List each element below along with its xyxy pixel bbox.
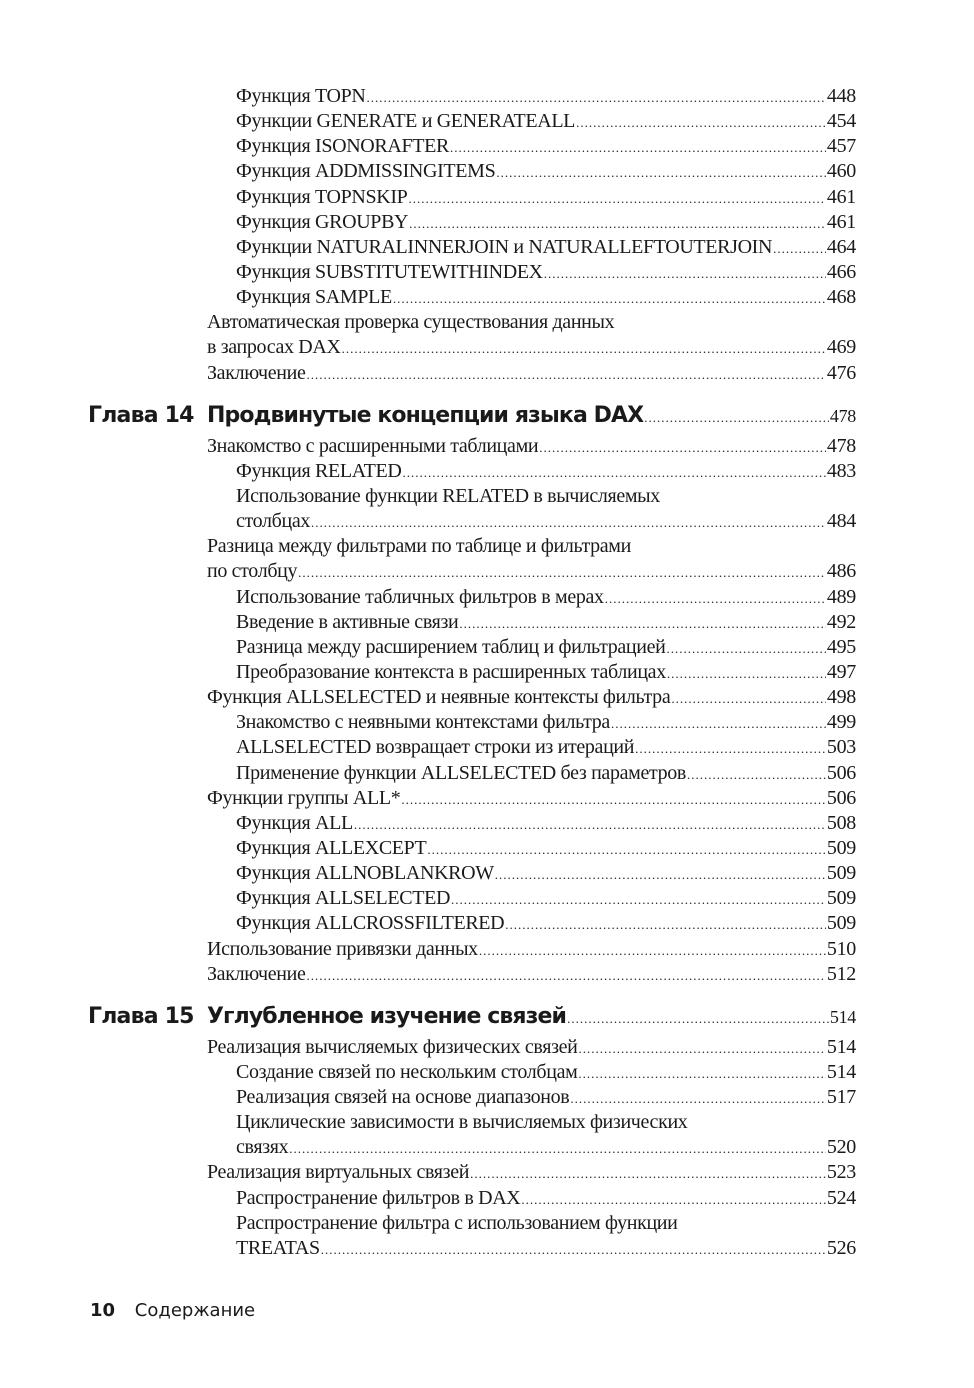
toc-entry-title: Функция ALLSELECTED и неявные контексты фильтра	[207, 686, 671, 709]
dot-leader	[666, 636, 825, 661]
toc-entry-title: Функция ALLEXCEPT	[236, 836, 427, 859]
toc-entry-line	[236, 735, 856, 761]
toc-entry-title: Функция GROUPBY	[236, 210, 409, 233]
toc-entry-line	[236, 260, 856, 286]
toc-entry-line	[236, 836, 856, 862]
toc-page-number: 476	[826, 361, 856, 384]
table-of-contents	[0, 84, 974, 1261]
toc-page-number: 526	[826, 1236, 856, 1259]
toc-entry-line	[207, 962, 856, 988]
toc-page-number: 512	[826, 962, 856, 985]
toc-page-number: 509	[826, 912, 856, 935]
toc-page-number: 514	[826, 1035, 856, 1058]
toc-entry-line	[236, 761, 856, 787]
toc-entry-title: Разница между расширением таблиц и фильтрацией	[236, 635, 666, 658]
toc-entry-title: Разница между фильтрами по таблице и фильтрами	[207, 535, 631, 558]
toc-entry[interactable]	[0, 735, 974, 760]
dot-leader	[408, 186, 825, 211]
toc-page-number: 506	[826, 786, 856, 809]
page-footer	[90, 1300, 255, 1321]
toc-entry-line	[207, 335, 856, 361]
toc-page-number: 461	[826, 185, 856, 208]
dot-leader	[671, 686, 826, 711]
chapter-label: Глава 15	[88, 1003, 194, 1029]
toc-entry-title: Знакомство с расширенными таблицами	[207, 434, 539, 457]
toc-entry-title: ALLSELECTED возвращает строки из итераций	[236, 736, 635, 759]
toc-entry[interactable]	[0, 134, 974, 159]
toc-entry-title: Распространение фильтра с использованием функции	[236, 1211, 678, 1234]
dot-leader	[427, 837, 826, 862]
toc-entry-line	[236, 811, 856, 837]
toc-entry-line	[236, 210, 856, 236]
toc-entry[interactable]	[0, 109, 974, 134]
toc-page-number: 503	[826, 736, 856, 759]
toc-page-number: 484	[826, 510, 856, 533]
toc-entry[interactable]	[0, 210, 974, 235]
toc-entry-title: TREATAS	[236, 1236, 320, 1259]
toc-entry-line	[236, 285, 856, 311]
toc-entry[interactable]	[0, 235, 974, 260]
toc-entry-title: Функция RELATED	[236, 459, 402, 482]
toc-entry[interactable]	[0, 534, 974, 559]
toc-entry-line	[236, 459, 856, 485]
toc-page-number: 509	[826, 887, 856, 910]
toc-entry[interactable]	[0, 310, 974, 335]
toc-entry-title: Функция SUBSTITUTEWITHINDEX	[236, 260, 543, 283]
toc-entry-line	[207, 1160, 856, 1186]
toc-entry-line	[236, 610, 856, 636]
toc-entry-title: Функции NATURALINNERJOIN и NATURALLEFTOUTERJOIN	[236, 235, 773, 258]
toc-entry-line	[236, 109, 856, 135]
toc-entry-title: Функции GENERATE и GENERATEALL	[236, 110, 576, 133]
toc-page-number: 457	[826, 135, 856, 158]
toc-entry-line	[236, 1186, 856, 1212]
toc-entry[interactable]	[0, 1035, 974, 1060]
toc-entry-line	[236, 185, 856, 211]
toc-entry[interactable]	[0, 635, 974, 660]
toc-entry[interactable]	[0, 484, 974, 509]
toc-entry[interactable]	[0, 861, 974, 886]
toc-entry-title: Использование табличных фильтров в мерах	[236, 585, 604, 608]
toc-page-number: 499	[826, 711, 856, 734]
toc-entry[interactable]	[0, 1110, 974, 1135]
toc-page-number: 497	[826, 660, 856, 683]
toc-entry[interactable]	[0, 459, 974, 484]
toc-entry[interactable]	[0, 1236, 974, 1261]
toc-entry-line	[236, 84, 856, 110]
toc-entry-line	[207, 937, 856, 963]
dot-leader	[354, 812, 826, 837]
toc-entry-title: Введение в активные связи	[236, 610, 459, 633]
dot-leader	[570, 1086, 825, 1111]
toc-entry-line	[236, 235, 856, 261]
toc-entry[interactable]	[0, 585, 974, 610]
dot-leader	[298, 560, 826, 585]
toc-entry-title: Создание связей по нескольким столбцам	[236, 1060, 578, 1083]
toc-entry-line	[207, 534, 631, 559]
toc-entry-line	[236, 710, 856, 736]
toc-entry[interactable]	[0, 1135, 974, 1160]
toc-page-number: 483	[826, 459, 856, 482]
chapter-title: Углубленное изучение связей	[207, 1003, 567, 1029]
toc-page-number: 510	[826, 937, 856, 960]
toc-page-number: 517	[826, 1086, 856, 1109]
toc-entry[interactable]	[0, 285, 974, 310]
dot-leader	[539, 435, 826, 460]
toc-entry-title: Знакомство с неявными контекстами фильтра	[236, 711, 610, 734]
toc-entry[interactable]	[0, 660, 974, 685]
toc-entry[interactable]	[0, 886, 974, 911]
toc-entry-title: Распространение фильтров в DAX	[236, 1186, 521, 1209]
toc-page-number: 460	[826, 160, 856, 183]
toc-entry[interactable]	[0, 761, 974, 786]
toc-entry[interactable]	[0, 685, 974, 710]
toc-entry-title: связях	[236, 1136, 289, 1159]
toc-entry-title: Реализация вычисляемых физических связей	[207, 1035, 578, 1058]
toc-page-number: 524	[826, 1186, 856, 1209]
toc-entry-title: Функция SAMPLE	[236, 286, 392, 309]
toc-entry[interactable]	[0, 559, 974, 584]
toc-entry-title: Функции группы ALL*	[207, 786, 401, 809]
chapter-heading[interactable]	[0, 1000, 974, 1033]
toc-entry[interactable]	[0, 937, 974, 962]
dot-leader	[505, 912, 826, 937]
chapter-line	[207, 399, 856, 434]
toc-entry-title: по столбцу	[207, 560, 298, 583]
toc-page-number: 466	[826, 260, 856, 283]
toc-entry[interactable]	[0, 710, 974, 735]
dot-leader	[342, 336, 826, 361]
dot-leader	[496, 160, 826, 185]
toc-entry[interactable]	[0, 1060, 974, 1085]
toc-entry[interactable]	[0, 509, 974, 534]
toc-entry-line	[236, 159, 856, 185]
toc-entry-line	[207, 786, 856, 812]
toc-page-number: 498	[826, 686, 856, 709]
dot-leader	[451, 887, 826, 912]
toc-entry-title: Функция ALLSELECTED	[236, 887, 451, 910]
toc-entry-title: Функция ALLCROSSFILTERED	[236, 912, 505, 935]
dot-leader	[321, 1237, 826, 1262]
dot-leader	[521, 1187, 826, 1212]
toc-entry-line	[236, 861, 856, 887]
dot-leader	[393, 286, 826, 311]
page-number: 10	[90, 1300, 116, 1321]
chapter-page-number: 478	[829, 405, 856, 426]
toc-entry-title: Реализация связей на основе диапазонов	[236, 1086, 570, 1109]
toc-entry-line	[236, 886, 856, 912]
dot-leader	[578, 1061, 825, 1086]
toc-entry[interactable]	[0, 434, 974, 459]
toc-page-number: 514	[826, 1060, 856, 1083]
toc-entry-title: Функция ALLNOBLANKROW	[236, 862, 494, 885]
toc-entry-line	[236, 585, 856, 611]
toc-entry-title: в запросах DAX	[207, 336, 341, 359]
dot-leader	[495, 862, 826, 887]
dot-leader	[367, 85, 826, 110]
dot-leader	[579, 1036, 826, 1061]
toc-entry-line	[236, 911, 856, 937]
toc-page-number: 486	[826, 560, 856, 583]
toc-entry-title: Функция ISONORAFTER	[236, 135, 449, 158]
toc-entry-title: Циклические зависимости в вычисляемых физических	[236, 1111, 688, 1134]
toc-entry-title: Заключение	[207, 361, 306, 384]
toc-entry[interactable]	[0, 1160, 974, 1185]
chapter-page-number: 514	[829, 1006, 856, 1027]
dot-leader	[470, 1161, 826, 1186]
toc-entry[interactable]	[0, 836, 974, 861]
dot-leader	[605, 586, 826, 611]
toc-page-number: 468	[826, 286, 856, 309]
toc-entry[interactable]	[0, 159, 974, 184]
toc-entry-title: столбцах	[236, 510, 311, 533]
toc-entry[interactable]	[0, 185, 974, 210]
toc-entry[interactable]	[0, 911, 974, 936]
toc-entry-line	[236, 134, 856, 160]
toc-page-number: 478	[826, 434, 856, 457]
toc-entry-line	[207, 434, 856, 460]
toc-entry-line	[236, 660, 856, 686]
toc-entry-line	[236, 509, 856, 535]
toc-page-number: 489	[826, 585, 856, 608]
toc-entry-line	[207, 685, 856, 711]
toc-entry-line	[236, 484, 660, 509]
running-title: Содержание	[134, 1300, 256, 1321]
dot-leader	[611, 711, 826, 736]
dot-leader	[307, 963, 826, 988]
toc-entry-line	[236, 1236, 856, 1262]
toc-entry-title: Функция ALL	[236, 811, 353, 834]
dot-leader	[567, 1002, 829, 1035]
toc-entry-title: Использование функции RELATED в вычисляемых	[236, 484, 660, 507]
dot-leader	[479, 938, 826, 963]
dot-leader	[459, 611, 825, 636]
chapter-heading[interactable]	[0, 399, 974, 432]
toc-entry-line	[236, 1085, 856, 1111]
toc-entry-title: Заключение	[207, 962, 306, 985]
dot-leader	[401, 787, 826, 812]
toc-entry-line	[207, 361, 856, 387]
dot-leader	[576, 110, 826, 135]
dot-leader	[635, 736, 826, 761]
dot-leader	[409, 211, 826, 236]
toc-entry[interactable]	[0, 1211, 974, 1236]
toc-page-number: 495	[826, 635, 856, 658]
chapter-title: Продвинутые концепции языка DAX	[207, 402, 644, 428]
toc-page-number: 506	[826, 761, 856, 784]
dot-leader	[667, 661, 826, 686]
toc-entry[interactable]	[0, 786, 974, 811]
toc-entry[interactable]	[0, 361, 974, 386]
dot-leader	[289, 1136, 826, 1161]
toc-entry[interactable]	[0, 260, 974, 285]
toc-entry-line	[236, 1060, 856, 1086]
dot-leader	[544, 261, 826, 286]
toc-entry-title: Преобразование контекста в расширенных таблицах	[236, 660, 666, 683]
toc-entry[interactable]	[0, 1085, 974, 1110]
dot-leader	[450, 135, 826, 160]
toc-entry-title: Реализация виртуальных связей	[207, 1161, 470, 1184]
dot-leader	[687, 762, 826, 787]
toc-page-number: 509	[826, 862, 856, 885]
toc-entry-title: Применение функции ALLSELECTED без параметров	[236, 761, 687, 784]
toc-entry-title: Функция TOPN	[236, 85, 366, 107]
toc-entry[interactable]	[0, 1186, 974, 1211]
toc-entry-title: Функция ADDMISSINGITEMS	[236, 160, 496, 183]
toc-entry[interactable]	[0, 84, 974, 109]
toc-entry-line	[236, 1110, 687, 1135]
dot-leader	[773, 236, 826, 261]
toc-entry-title: Функция TOPNSKIP	[236, 185, 408, 208]
toc-page-number: 464	[826, 235, 856, 258]
dot-leader	[311, 510, 826, 535]
toc-entry[interactable]	[0, 610, 974, 635]
toc-entry-line	[207, 310, 614, 335]
dot-leader	[307, 362, 826, 387]
toc-entry-title: Использование привязки данных	[207, 937, 478, 960]
toc-entry[interactable]	[0, 811, 974, 836]
toc-page-number: 461	[826, 210, 856, 233]
toc-entry[interactable]	[0, 335, 974, 360]
toc-entry-line	[236, 635, 856, 661]
toc-entry-title: Автоматическая проверка существования данных	[207, 311, 615, 334]
toc-page-number: 448	[826, 85, 856, 107]
toc-page-number: 454	[826, 110, 856, 133]
toc-page-number: 469	[826, 336, 856, 359]
chapter-line	[207, 1000, 856, 1035]
toc-page-number: 508	[826, 811, 856, 834]
dot-leader	[402, 460, 825, 485]
toc-entry[interactable]	[0, 962, 974, 987]
toc-entry-line	[236, 1211, 678, 1236]
toc-entry-line	[207, 559, 856, 585]
dot-leader	[644, 401, 829, 434]
toc-page-number: 523	[826, 1161, 856, 1184]
toc-page-number: 520	[826, 1136, 856, 1159]
toc-entry-line	[236, 1135, 856, 1161]
toc-entry-line	[207, 1035, 856, 1061]
toc-page-number: 492	[826, 610, 856, 633]
toc-page-number: 509	[826, 836, 856, 859]
chapter-label: Глава 14	[88, 402, 194, 428]
